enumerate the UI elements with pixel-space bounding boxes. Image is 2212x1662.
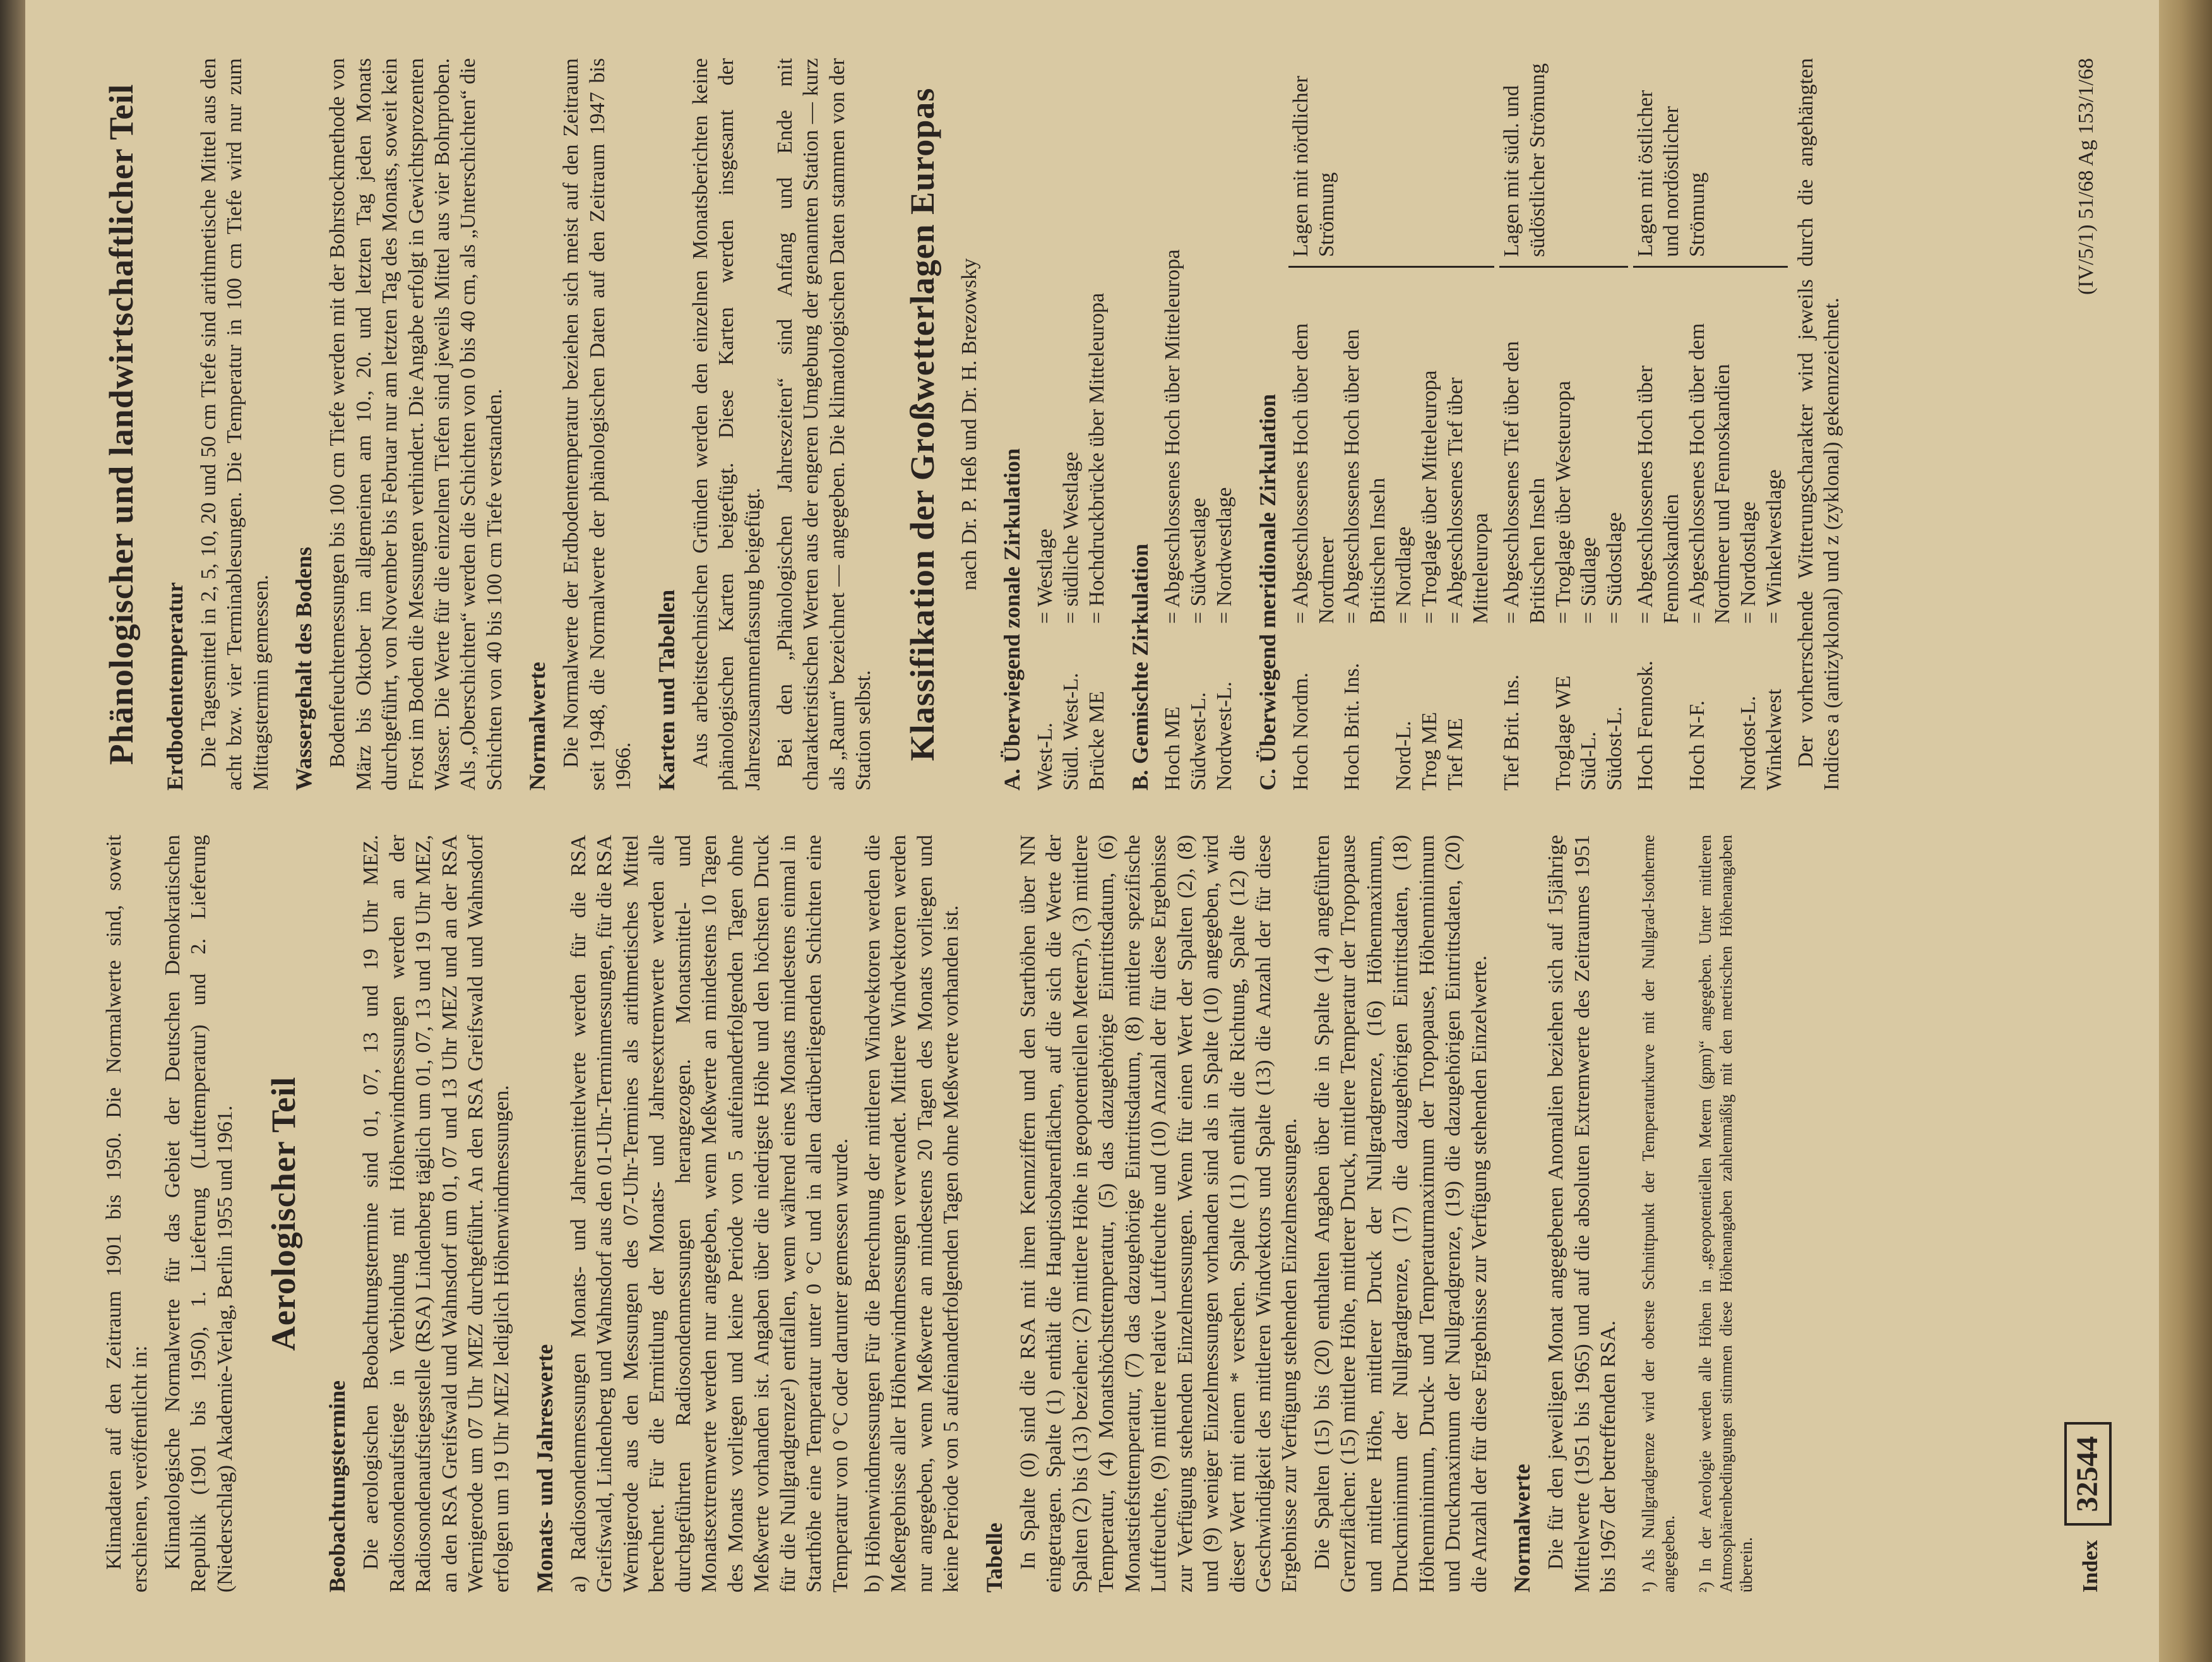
- weather-code: Nordwest-L.: [1213, 681, 1237, 791]
- table-row: [1633, 58, 1685, 791]
- weather-code: Nord-L.: [1391, 720, 1415, 791]
- weather-type-table: [1288, 58, 1494, 791]
- weather-description: = Nordwestlage: [1213, 487, 1237, 624]
- heading-normalwerte: Normalwerte: [1509, 1464, 1535, 1593]
- weather-description: = Nordostlage: [1737, 501, 1761, 624]
- weather-code: West-L.: [1033, 722, 1057, 791]
- section-title-phaenologie: Phänologischer und landwirtschaftlicher Teil: [102, 83, 140, 765]
- right-column: [101, 58, 1852, 791]
- weather-description: = Abgeschlossenes Hoch über dem Nordmeer und Fennoskandien: [1685, 323, 1735, 624]
- paragraph-wassergehalt: Bodenfeuchtemessungen bis 100 cm Tiefe werden mit der Bohrstockmethode von März bis Oktober im allgemeinen am 10., 20. und letzten Tag jeden Monats durchgeführt, von November bis Februar nur am letzten Tag des Monats, soweit kein Frost im Boden die Messungen verhindert. Die Angabe erfolgt in Gewichtsprozenten Wasser. Die Werte für die einzelnen Tiefen sind jeweils Mittel aus vier Bohrproben. Als „Oberschichten“ werden die Schichten von 0 bis 40 cm, als „Unterschichten“ die Schichten von 40 bis 100 cm Tiefe verstanden.: [326, 58, 506, 791]
- intro-paragraph: Klimatologische Normalwerte für das Gebiet der Deutschen Demokratischen Republik (1901 bis 1950), 1. Lieferung (Lufttemperatur) und 2. Lieferung (Niederschlag) Akademie-Verlag, Berlin 1955 und 1961.: [160, 835, 237, 1593]
- footnote: ²) In der Aerologie werden alle Höhen in „geopotentiellen Metern (gpm)“ angegeben. Unter mittleren Atmosphärenbedingungen stimmen diese Höhenangaben zahlenmäßig mit den metrischen Höhenangaben überein.: [1696, 835, 1756, 1593]
- heading-gemischt: B. Gemischte Zirkulation: [1127, 543, 1153, 791]
- paragraph-tabelle-1: In Spalte (0) sind die RSA mit ihren Kennziffern und den Starthöhen über NN eingetragen. Spalte (1) enthält die Hauptisobarenflächen, auf die sich die Werte der Spalten (2) bis (13) beziehen: (2) mittlere Höhe in geopotentiellen Metern²), (3) mittlere Temperatur, (4) Monatshöchsttemperatur, (5) das dazugehörige Eintrittsdatum, (6) Monatstiefsttemperatur, (7) das dazugehörige Eintrittsdatum, (8) mittlere spezifische Luftfeuchte, (9) mittlere relative Luftfeuchte und (10) Anzahl der für diese Ergebnisse zur Verfügung stehenden Einzelmessungen. Wenn für einen Wert der Spalten (2), (8) und (9) weniger Einzelmessungen vorhanden sind als in Spalte (10) angegeben, wird dieser Wert mit einem * versehen. Spalte (11) enthält die Richtung, Spalte (12) die Geschwindigkeit des mittleren Windvektors und Spalte (13) die Anzahl der für diese Ergebnisse zur Verfügung stehenden Einzelmessungen.: [1016, 835, 1302, 1593]
- authors-line: nach Dr. P. Heß und Dr. H. Brezowsky: [957, 258, 981, 590]
- book-gutter: [0, 0, 25, 1662]
- paragraph-normalwerte: Die für den jeweiligen Monat angegebenen Anomalien beziehen sich auf 15jährige Mittelwerte (1951 bis 1965) und auf die absoluten Extremwerte des Zeitraumes 1951 bis 1967 der betreffenden RSA.: [1544, 835, 1620, 1593]
- paragraph-radiosonden: a) Radiosondenmessungen Monats- und Jahresmittelwerte werden für die RSA Greifswald, Lindenberg und Wahnsdorf aus den 01-Uhr-Terminmessungen, für die RSA Wernigerode aus den Messungen des 07-Uhr-Termines als arithmetisches Mittel berechnet. Für die Ermittlung der Monats- und Jahresextremwerte werden alle durchgeführten Radiosondenmessungen herangezogen. Monatsmittel- und Monatsextremwerte werden nur angegeben, wenn Meßwerte an mindestens 10 Tagen des Monats vorliegen und keine Periode von 5 aufeinanderfolgenden Tagen ohne Meßwerte vorhanden ist. Angaben über die niedrigste Höhe und den höchsten Druck für die Nullgradgrenze¹) entfallen, wenn während eines Monats mindestens einmal in Starthöhe eine Temperatur unter 0 °C und in allen darüberliegenden Schichten eine Temperatur von 0 °C oder darunter gemessen wurde.: [566, 835, 852, 1593]
- weather-description: = Südwestlage: [1187, 498, 1211, 624]
- weather-code: Tief Brit. Ins.: [1500, 674, 1524, 791]
- weather-code: Tief ME: [1443, 718, 1467, 791]
- group-label: Lagen mit südl. und südöstlicher Strömung: [1499, 58, 1628, 267]
- heading-tabelle: Tabelle: [981, 1522, 1007, 1593]
- rotated-page-content: [25, 0, 2159, 1662]
- weather-description: = Südlage: [1577, 537, 1601, 624]
- weather-type-table: [1160, 58, 1237, 791]
- weather-description: = Hochdruckbrücke über Mitteleuropa: [1085, 292, 1109, 624]
- weather-code: Winkelwest: [1763, 688, 1787, 791]
- weather-code: Trog ME: [1417, 712, 1441, 791]
- weather-description: = südliche Westlage: [1059, 451, 1083, 624]
- weather-code: Hoch N-F.: [1685, 700, 1709, 791]
- weather-description: = Abgeschlossenes Tief über Mitteleuropa: [1443, 377, 1493, 624]
- group-label: Lagen mit östlicher und nordöstlicher Strömung: [1633, 58, 1788, 267]
- paragraph-closing: Der vorherrschende Witterungscharakter wird jeweils durch die angehängten Indices a (antizyklonal) und z (zyklonal) gekennzeichnet.: [1793, 58, 1844, 791]
- weather-code: Hoch Fennosk.: [1634, 661, 1658, 791]
- index-label: Index: [2079, 1539, 2102, 1593]
- table-row: [1186, 58, 1212, 791]
- heading-monatswerte: Monats- und Jahreswerte: [532, 1344, 557, 1593]
- weather-type-table: [1633, 58, 1788, 791]
- paragraph-erdbodentemperatur: Die Tagesmittel in 2, 5, 10, 20 und 50 cm Tiefe sind arithmetische Mittel aus den acht bzw. vier Terminablesungen. Die Temperatur in 100 cm Tiefe wird nur zum Mittagstermin gemessen.: [196, 58, 273, 791]
- weather-code: Hoch Brit. Ins.: [1340, 662, 1364, 791]
- weather-code: Hoch Nordm.: [1288, 673, 1312, 791]
- heading-karten: Karten und Tabellen: [653, 589, 679, 791]
- weather-type-table: [1499, 58, 1628, 791]
- publication-reference: (IV/5/1) 51/68 Ag 153/1/68: [2074, 58, 2098, 295]
- paragraph-beobachtungstermine: Die aerologischen Beobachtungstermine sind 01, 07, 13 und 19 Uhr MEZ. Radiosondenaufstiege in Verbindung mit Höhenwindmessungen werden an der Radiosondenaufstiegsstelle (RSA) Lindenberg täglich um 01, 07, 13 und 19 Uhr MEZ, an den RSA Greifswald und Wahnsdorf um 01, 07 und 13 Uhr MEZ und an der RSA Wernigerode um 07 Uhr MEZ durchgeführt. An den RSA Greifswald und Wahnsdorf erfolgen um 19 Uhr MEZ lediglich Höhenwindmessungen.: [359, 835, 514, 1593]
- weather-description: = Südostlage: [1603, 512, 1627, 624]
- paragraph-normalwerte: Die Normalwerte der Erdbodentemperatur beziehen sich meist auf den Zeitraum seit 1948, die Normalwerte der phänologischen Daten auf den Zeitraum 1947 bis 1966.: [559, 58, 636, 791]
- heading-meridional: C. Überwiegend meridionale Zirkulation: [1254, 394, 1280, 791]
- weather-description: = Troglage über Westeuropa: [1551, 380, 1575, 624]
- weather-code: Südwest-L.: [1187, 692, 1211, 791]
- paragraph-karten-1: Aus arbeitstechnischen Gründen werden den einzelnen Monatsberichten keine phänologischen Karten beigefügt. Diese Karten werden insgesamt der Jahreszusammenfassung beigefügt.: [688, 58, 764, 791]
- weather-description: = Abgeschlossenes Tief über den Britischen Inseln: [1500, 341, 1549, 624]
- weather-description: = Abgeschlossenes Hoch über Mitteleuropa: [1161, 249, 1185, 624]
- weather-description: = Westlage: [1033, 529, 1057, 624]
- table-row: [1033, 58, 1059, 791]
- paragraph-tabelle-2: Die Spalten (15) bis (20) enthalten Angaben über die in Spalte (14) angeführten Grenzflächen: (15) mittlere Höhe, mittlerer Druck, mittlere Temperatur der Tropopause und mittlere Höhe, mittlerer Druck der Nullgradgrenze, (16) Höhenmaximum, Druckminimum der Nullgradgrenze, (17) die dazugehörigen Eintrittsdaten, (18) Höhenminimum, Druck- und Temperaturmaximum der Tropopause, Höhenminimum und Druckmaximum der Nullgradgrenze, (19) die dazugehörigen Eintrittsdaten, (20) die Anzahl der für diese Ergebnisse zur Verfügung stehenden Einzelwerte.: [1310, 835, 1491, 1593]
- weather-code: Troglage WE: [1551, 675, 1575, 791]
- table-row: [1499, 58, 1551, 791]
- heading-wassergehalt: Wassergehalt des Bodens: [291, 546, 317, 791]
- weather-code: Hoch ME: [1161, 706, 1185, 791]
- heading-zonal: A. Überwiegend zonale Zirkulation: [999, 448, 1025, 791]
- weather-code: Südost-L.: [1603, 706, 1627, 791]
- page-edge: [2159, 0, 2212, 1662]
- heading-erdbodentemperatur: Erdbodentemperatur: [162, 582, 187, 791]
- table-row: [1059, 58, 1085, 791]
- table-row: [1160, 58, 1186, 791]
- table-row: [1212, 58, 1238, 791]
- section-title-aerologie: Aerologischer Teil: [265, 1076, 303, 1351]
- weather-description: = Nordlage: [1391, 526, 1415, 624]
- table-row: [1288, 58, 1340, 791]
- paragraph-hoehenwind: b) Höhenwindmessungen Für die Berechnung der mittleren Windvektoren werden die Meßergebnisse aller Höhenwindmessungen verwendet. Mittlere Windvektoren werden nur angegeben, wenn Meßwerte an mindestens 20 Tagen des Monats vorliegen und keine Periode von 5 aufeinanderfolgenden Tagen ohne Meßwerte vorhanden ist.: [861, 835, 963, 1593]
- heading-beobachtungstermine: Beobachtungstermine: [324, 1380, 350, 1593]
- weather-description: = Troglage über Mitteleuropa: [1417, 370, 1441, 624]
- intro-paragraph: Klimadaten auf den Zeitraum 1901 bis 1950. Die Normalwerte sind, soweit erschienen, veröffentlicht in:: [102, 835, 152, 1593]
- weather-code: Brücke ME: [1085, 691, 1109, 791]
- group-label: Lagen mit nördlicher Strömung: [1288, 58, 1494, 267]
- weather-description: = Abgeschlossenes Hoch über dem Nordmeer: [1288, 323, 1338, 624]
- heading-normalwerte: Normalwerte: [525, 662, 550, 791]
- weather-code: Südl. West-L.: [1059, 673, 1083, 791]
- section-title-grosswetterlagen: Klassifikation der Großwetterlagen Europas: [903, 87, 941, 762]
- weather-description: = Abgeschlossenes Hoch über Fennoskandien: [1634, 365, 1683, 624]
- index-number-box: 32544: [2064, 1422, 2112, 1526]
- weather-description: = Abgeschlossenes Hoch über den Britischen Inseln: [1340, 329, 1390, 624]
- weather-description: = Winkelwestlage: [1763, 469, 1787, 624]
- left-column: [101, 835, 1763, 1593]
- weather-code: Nordost-L.: [1737, 695, 1761, 791]
- table-row: [1085, 58, 1110, 791]
- weather-type-table: [1033, 58, 1110, 791]
- footnote: ¹) Als Nullgradgrenze wird der oberste Schnittpunkt der Temperaturkurve mit der Nullgrad-Isotherme angegeben.: [1638, 835, 1678, 1593]
- paragraph-karten-2: Bei den „Phänologischen Jahreszeiten“ sind Anfang und Ende mit charakteristischen Werten aus der engeren Umgebung der genannten Station — kurz als „Raum“ bezeichnet — angegeben. Die klimatologischen Daten stammen von der Station selbst.: [773, 58, 876, 791]
- weather-code: Süd-L.: [1577, 731, 1601, 791]
- page-footer: [2064, 58, 2112, 1593]
